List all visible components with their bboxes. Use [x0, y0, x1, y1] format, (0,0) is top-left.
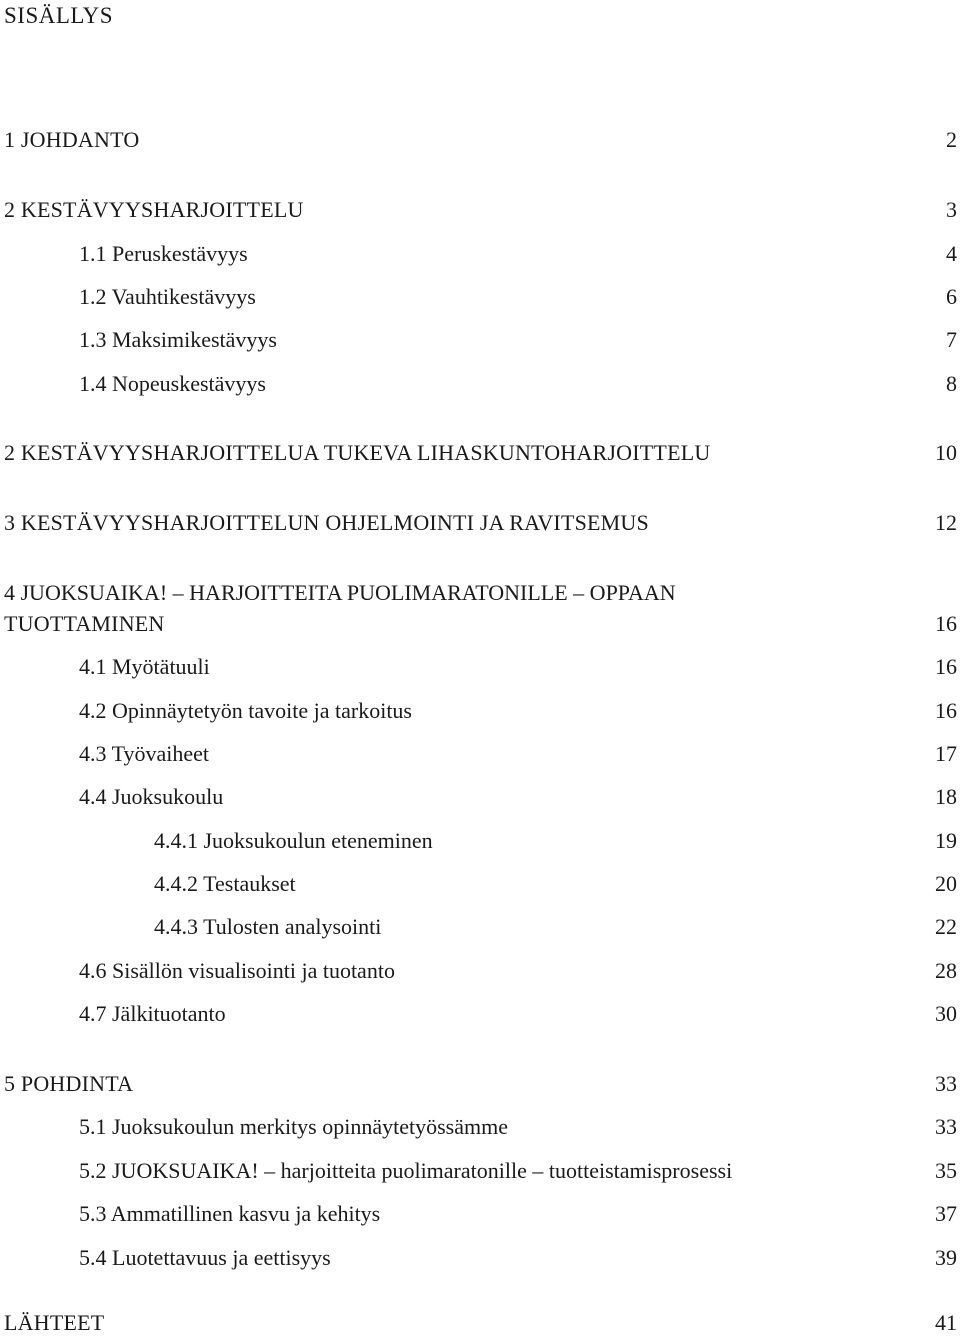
- toc-entry[interactable]: [0, 323, 960, 357]
- toc-entry-page: 18: [935, 784, 957, 809]
- toc-entry[interactable]: [0, 367, 960, 401]
- page-title: SISÄLLYS: [4, 3, 114, 28]
- toc-entry-label: LÄHTEET: [4, 1310, 105, 1335]
- toc-entry-label: 4.6 Sisällön visualisointi ja tuotanto: [79, 958, 395, 983]
- toc-entry[interactable]: [0, 650, 960, 684]
- toc-entry[interactable]: [0, 694, 960, 728]
- toc-entry-page: 39: [935, 1245, 957, 1270]
- toc-entry[interactable]: [0, 824, 960, 858]
- toc-entry-label: 1.1 Peruskestävyys: [79, 241, 248, 266]
- toc-entry-label: 4.1 Myötätuuli: [79, 654, 210, 679]
- toc-entry-label: 4.7 Jälkituotanto: [79, 1001, 226, 1026]
- toc-entry[interactable]: [0, 737, 960, 771]
- toc-entry-page: 17: [935, 741, 957, 766]
- toc-entry: [0, 607, 960, 641]
- toc-entry-page: 7: [946, 327, 957, 352]
- toc-entry-page: 28: [935, 958, 957, 983]
- toc-entry-label: 1 JOHDANTO: [4, 127, 140, 152]
- toc-entry-page: 16: [935, 698, 957, 723]
- toc-entry-page: 2: [946, 127, 957, 152]
- toc-entry-label: 4.4.3 Tulosten analysointi: [154, 914, 382, 939]
- toc-entry[interactable]: [0, 123, 960, 157]
- toc-entry-label: 2 KESTÄVYYSHARJOITTELUA TUKEVA LIHASKUNTOHARJOITTELU: [4, 440, 711, 465]
- toc-entry-label: 4.4.1 Juoksukoulun eteneminen: [154, 828, 433, 853]
- toc-entry-page: 30: [935, 1001, 957, 1026]
- toc-entry-page: 12: [935, 510, 957, 535]
- toc-entry-label: 4.3 Työvaiheet: [79, 741, 210, 766]
- toc-entry[interactable]: [0, 506, 960, 540]
- toc-entry-page: 33: [935, 1114, 957, 1139]
- toc-entry-page: 37: [935, 1201, 957, 1226]
- toc-entry-label: 4.4.2 Testaukset: [154, 871, 296, 896]
- toc-entry[interactable]: [0, 1197, 960, 1231]
- toc-entry-page: 19: [935, 828, 957, 853]
- toc-entry-label: 3 KESTÄVYYSHARJOITTELUN OHJELMOINTI JA RAVITSEMUS: [4, 510, 649, 535]
- toc-entry-label: 5.2 JUOKSUAIKA! – harjoitteita puolimaratonille – tuotteistamisprosessi: [79, 1158, 733, 1183]
- toc-entry-page: 35: [935, 1158, 957, 1183]
- toc-entry-page: 4: [946, 241, 957, 266]
- toc-entry-page: 41: [935, 1310, 957, 1335]
- toc-entry-page: 16: [935, 654, 957, 679]
- toc-entry[interactable]: [0, 436, 960, 470]
- toc-entry[interactable]: [0, 780, 960, 814]
- toc-entry-page: 20: [935, 871, 957, 896]
- toc-entry-label: 2 KESTÄVYYSHARJOITTELU: [4, 197, 304, 222]
- toc-entry-page: 6: [946, 284, 957, 309]
- toc-entry[interactable]: [0, 1306, 960, 1340]
- toc-entry[interactable]: [0, 1110, 960, 1144]
- toc-entry[interactable]: [0, 910, 960, 944]
- toc-entry[interactable]: [0, 954, 960, 988]
- toc-entry-label: 5.1 Juoksukoulun merkitys opinnäytetyössämme: [79, 1114, 508, 1139]
- toc-entry[interactable]: [0, 1241, 960, 1275]
- toc-entry[interactable]: [0, 867, 960, 901]
- toc-entry-label: 4.4 Juoksukoulu: [79, 784, 224, 809]
- toc-entry-label: 4.2 Opinnäytetyön tavoite ja tarkoitus: [79, 698, 412, 723]
- toc-entry-page: 3: [946, 197, 957, 222]
- toc-entry[interactable]: [0, 997, 960, 1031]
- toc-entry-label: 5.3 Ammatillinen kasvu ja kehitys: [79, 1201, 381, 1226]
- toc-entry-page: 16: [935, 611, 957, 636]
- toc-entry-page: 8: [946, 371, 957, 396]
- toc-entry-label: 5 POHDINTA: [4, 1071, 134, 1096]
- toc-entry-label-line2: TUOTTAMINEN: [4, 611, 165, 636]
- toc-entry-page: 10: [935, 440, 957, 465]
- toc-entry[interactable]: [0, 280, 960, 314]
- toc-entry[interactable]: [0, 237, 960, 271]
- toc-entry-label: 5.4 Luotettavuus ja eettisyys: [79, 1245, 331, 1270]
- toc-entry[interactable]: [0, 1067, 960, 1101]
- toc-entry-label-line1: 4 JUOKSUAIKA! – HARJOITTEITA PUOLIMARATONILLE – OPPAAN: [4, 580, 676, 605]
- toc-entry[interactable]: [0, 193, 960, 227]
- toc-entry[interactable]: [0, 1154, 960, 1188]
- toc-entry-label: 1.3 Maksimikestävyys: [79, 327, 277, 352]
- toc-entry-label: 1.4 Nopeuskestävyys: [79, 371, 266, 396]
- toc-entry-page: 33: [935, 1071, 957, 1096]
- toc-entry-page: 22: [935, 914, 957, 939]
- toc-entry-label: 1.2 Vauhtikestävyys: [79, 284, 256, 309]
